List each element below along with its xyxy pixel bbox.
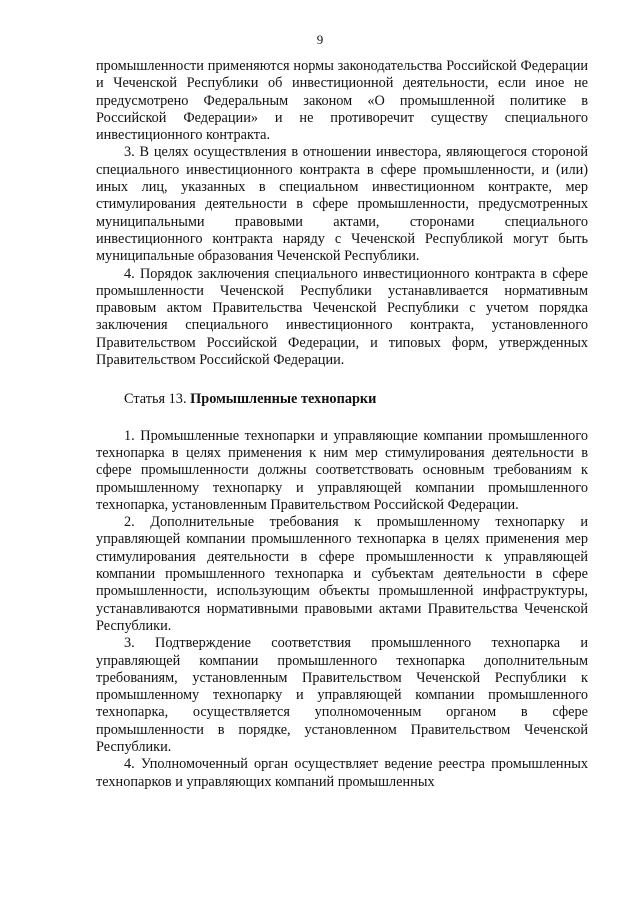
article-paragraph-4: 4. Уполномоченный орган осуществляет ведение реестра промышленных технопарков и управляющих компаний промышленных (96, 756, 588, 790)
paragraph-continuation: промышленности применяются нормы законодательства Российской Федерации и Чеченской Республики об инвестиционной деятельности, если иное не предусмотрено Федеральным законом «О промышленной политике в Российской Федерации» и не противоречит существу специального инвестиционного контракта. (96, 58, 588, 144)
article-label: Статья 13. (124, 391, 187, 408)
article-title: Промышленные технопарки (190, 391, 377, 408)
spacer (96, 369, 588, 391)
document-body (96, 58, 588, 791)
article-paragraph-2: 2. Дополнительные требования к промышленному технопарку и управляющей компании промышленного технопарка в целях применения мер стимулирования деятельности в сфере промышленности к управляющей компании промышленного технопарка и субъектам деятельности в сфере промышленности, использующим объекты промышленной инфраструктуры, устанавливаются нормативными правовыми актами Правительства Чеченской Республики. (96, 514, 588, 634)
paragraph-item-4: 4. Порядок заключения специального инвестиционного контракта в сфере промышленности Чеченской Республики устанавливается нормативным правовым актом Правительства Чеченской Республики с учетом порядка заключения специального инвестиционного контракта, установленного Правительством Российской Федерации, и типовых форм, утвержденных Правительством Российской Федерации. (96, 265, 588, 369)
article-paragraph-1: 1. Промышленные технопарки и управляющие компании промышленного технопарка в целях применения к ним мер стимулирования деятельности в сфере промышленности должны соответствовать основным требованиям к промышленному технопарку и управляющей компании промышленного технопарка, установленным Правительством Российской Федерации. (96, 427, 588, 513)
article-heading (96, 391, 588, 408)
article-paragraph-3: 3. Подтверждение соответствия промышленного технопарка и управляющей компании промышленного технопарка дополнительным требованиям, установленным Правительством Чеченской Республики к промышленному технопарку и управляющей компании промышленного технопарка, осуществляется уполномоченным органом в сфере промышленности в порядке, установленном Правительством Чеченской Республики. (96, 635, 588, 755)
paragraph-item-3: 3. В целях осуществления в отношении инвестора, являющегося стороной специального инвестиционного контракта в сфере промышленности, и (или) иных лиц, указанных в специальном инвестиционном контракте, мер стимулирования деятельности в сфере промышленности, предусмотренных муниципальными правовыми актами, сторонами специального инвестиционного контракта наряду с Чеченской Республикой могут быть муниципальные образования Чеченской Республики. (96, 144, 588, 265)
page-number: 9 (316, 32, 324, 47)
spacer (96, 409, 588, 428)
